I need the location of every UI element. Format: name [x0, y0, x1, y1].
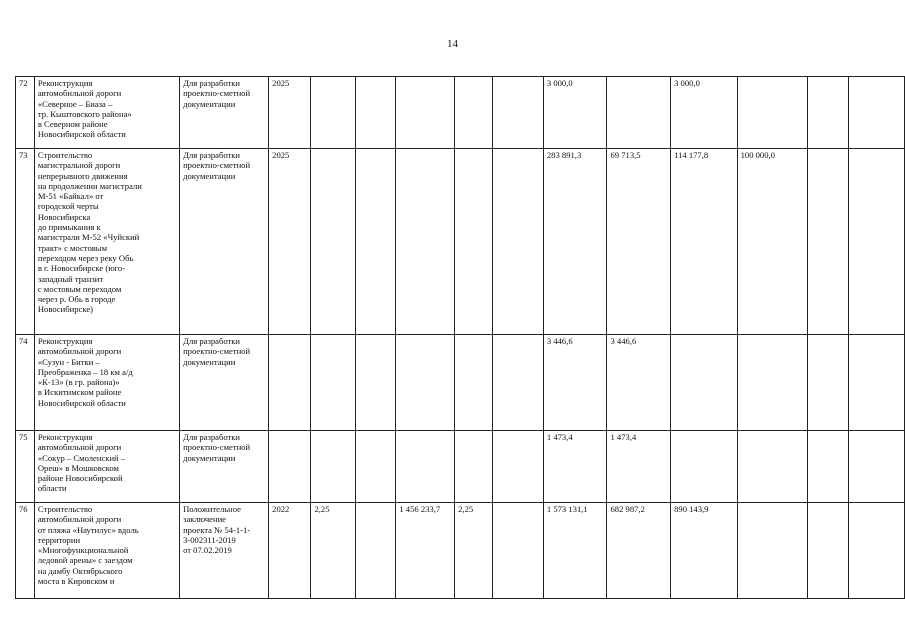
- amount-year-3: [737, 431, 807, 503]
- basis-document: Для разработки проектно-сметной документации: [180, 149, 269, 335]
- amount-year-3: [737, 503, 807, 599]
- cell: [493, 149, 543, 335]
- cell: [355, 149, 396, 335]
- amount-year-2: [671, 335, 738, 431]
- cost-cell: [396, 431, 455, 503]
- year-cell: 2025: [269, 77, 311, 149]
- amount-year-5: [848, 335, 904, 431]
- basis-document: Для разработки проектно-сметной документации: [180, 431, 269, 503]
- cell: [355, 431, 396, 503]
- basis-document: Для разработки проектно-сметной документации: [180, 77, 269, 149]
- project-name: Реконструкция автомобильной дороги «Сокур – Смоленский – Ореш» в Мошковском районе Новосибирской области: [34, 431, 179, 503]
- cell: [355, 77, 396, 149]
- amount-year-1: 3 446,6: [607, 335, 671, 431]
- capacity-cell: [455, 149, 493, 335]
- amount-year-1: [607, 77, 671, 149]
- amount-year-5: [848, 149, 904, 335]
- amount-year-2: [671, 431, 738, 503]
- row-number: 74: [16, 335, 35, 431]
- cost-cell: 1 456 233,7: [396, 503, 455, 599]
- table-row: [16, 431, 905, 503]
- capacity-cell: [455, 431, 493, 503]
- capacity-cell: [311, 335, 355, 431]
- year-cell: [269, 431, 311, 503]
- amount-year-4: [807, 149, 848, 335]
- year-cell: 2022: [269, 503, 311, 599]
- capacity-cell: 2,25: [311, 503, 355, 599]
- table-row: [16, 503, 905, 599]
- amount-year-2: 890 143,9: [671, 503, 738, 599]
- table-row: [16, 149, 905, 335]
- cell: [493, 335, 543, 431]
- year-cell: 2025: [269, 149, 311, 335]
- page-number: 14: [447, 38, 458, 50]
- capacity-cell: [455, 77, 493, 149]
- total-amount: 1 573 131,1: [543, 503, 607, 599]
- basis-document: Положительное заключение проекта № 54-1-1- 3-002311-2019 от 07.02.2019: [180, 503, 269, 599]
- capacity-cell: [455, 335, 493, 431]
- total-amount: 3 446,6: [543, 335, 607, 431]
- amount-year-1: 682 987,2: [607, 503, 671, 599]
- cell: [493, 431, 543, 503]
- amount-year-4: [807, 77, 848, 149]
- capacity-cell: [311, 77, 355, 149]
- project-name: Реконструкция автомобильной дороги «Сузун - Битки – Преображенка – 18 км а/д «К-13» (в гр. района)» в Искитимском районе Новосибирской области: [34, 335, 179, 431]
- row-number: 75: [16, 431, 35, 503]
- amount-year-4: [807, 335, 848, 431]
- cell: [493, 77, 543, 149]
- amount-year-1: 1 473,4: [607, 431, 671, 503]
- table-row: [16, 335, 905, 431]
- cost-cell: [396, 335, 455, 431]
- cell: [355, 503, 396, 599]
- total-amount: 3 000,0: [543, 77, 607, 149]
- amount-year-3: 100 000,0: [737, 149, 807, 335]
- capacity-cell: [311, 149, 355, 335]
- cost-cell: [396, 77, 455, 149]
- table-row: [16, 77, 905, 149]
- project-name: Строительство автомобильной дороги от пляжа «Наутилус» вдоль территории «Многофункциональной ледовой арены» с заездом на дамбу Октябрьского моста в Кировском и: [34, 503, 179, 599]
- amount-year-1: 69 713,5: [607, 149, 671, 335]
- amount-year-3: [737, 77, 807, 149]
- amount-year-5: [848, 503, 904, 599]
- capacity-cell: [311, 431, 355, 503]
- project-name: Реконструкция автомобильной дороги «Северное – Биаза – тр. Кыштовского района» в Северном районе Новосибирской области: [34, 77, 179, 149]
- basis-document: Для разработки проектно-сметной документации: [180, 335, 269, 431]
- amount-year-5: [848, 431, 904, 503]
- row-number: 73: [16, 149, 35, 335]
- amount-year-5: [848, 77, 904, 149]
- amount-year-4: [807, 431, 848, 503]
- cell: [355, 335, 396, 431]
- row-number: 76: [16, 503, 35, 599]
- total-amount: 283 891,3: [543, 149, 607, 335]
- capacity-cell: 2,25: [455, 503, 493, 599]
- cost-cell: [396, 149, 455, 335]
- amount-year-4: [807, 503, 848, 599]
- projects-table: [15, 76, 905, 599]
- amount-year-3: [737, 335, 807, 431]
- amount-year-2: 3 000,0: [671, 77, 738, 149]
- row-number: 72: [16, 77, 35, 149]
- amount-year-2: 114 177,8: [671, 149, 738, 335]
- year-cell: [269, 335, 311, 431]
- cell: [493, 503, 543, 599]
- total-amount: 1 473,4: [543, 431, 607, 503]
- project-name: Строительство магистральной дороги непрерывного движения на продолжении магистрали М-51 «Байкал» от городской черты Новосибирска до примыкания к магистрали М-52 «Чуйский тракт» с мостовым переходом через реку Обь в г. Новосибирске (юго- западный транзит с мостовым переходом через р. Обь в городе Новосибирске): [34, 149, 179, 335]
